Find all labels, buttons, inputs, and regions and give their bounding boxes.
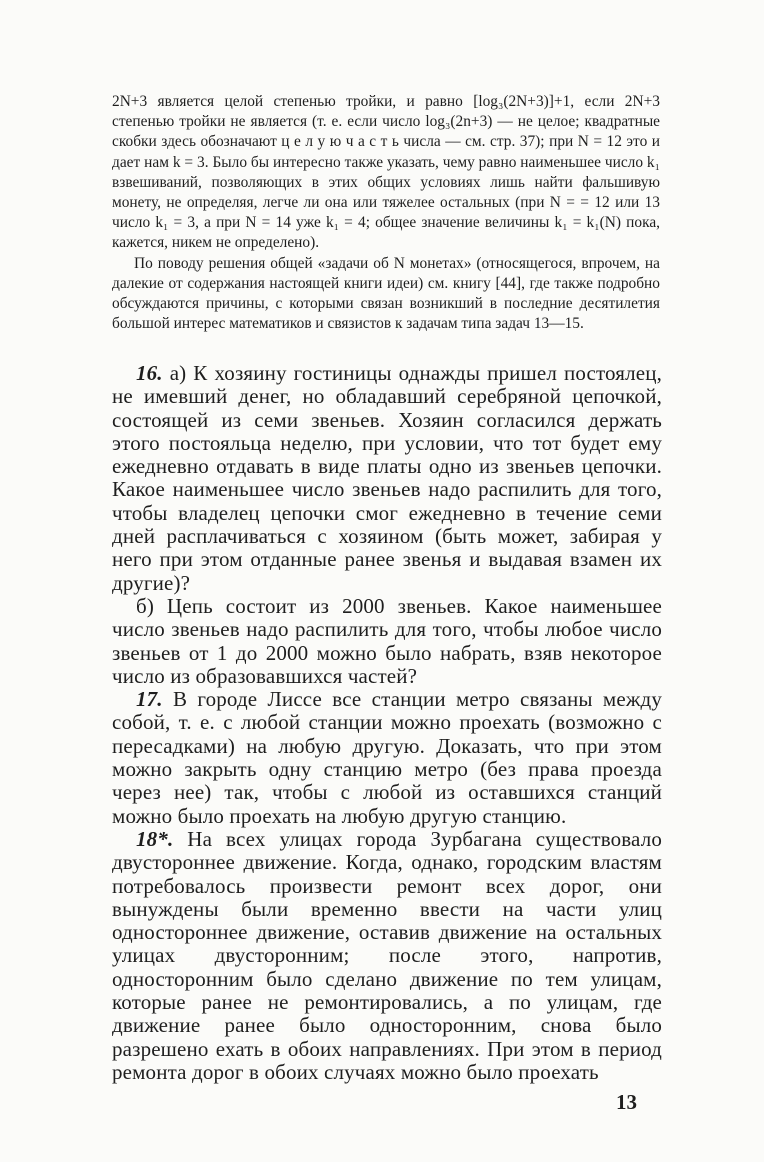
footnote-paragraph: 2N+3 является целой степенью тройки, и равно [log₃(2N+3)]+1, если 2N+3 степенью тройки не является (т. е. если число log₃(2n+3) — не целое; квадратные скобки здесь обозначают ц е л у ю ч а с т ь числа — см. стр. 37); при N = 12 это и дает нам k = 3. Было бы интересно также указать, чему равно наименьшее число k₁ взвешиваний, позволяющих в этих общих условиях лишь найти фальшивую монету, не определяя, легче ли она или тяжелее остальных (при N = = 12 или 13 число k₁ = 3, а при N = 14 уже k₁ = 4; общее значение величины k₁ = k₁(N) пока, кажется, никем не определено). — [112, 93, 660, 252]
problem-number: 16. — [136, 361, 163, 385]
problem-18 — [112, 828, 662, 1084]
problem-text: В городе Лиссе все станции метро связаны между собой, т. е. с любой станции можно проехать (возможно с пересадками) на любую другую. Доказать, что при этом можно закрыть одну станцию метро (без права проезда через нее) так, чтобы с любой из оставшихся станций можно было проехать на любую другую станцию. — [112, 687, 662, 828]
footnote-paragraph: По поводу решения общей «задачи об N монетах» (относящегося, впрочем, на далекие от содержания настоящей книги идеи) см. книгу [44], где также подробно обсуждаются причины, с которыми связан возникший в последние десятилетия большой интерес математиков и связистов к задачам типа задач 13—15. — [112, 254, 660, 333]
problem-17 — [112, 688, 662, 828]
problems-block — [112, 362, 662, 1084]
problem-text: а) К хозяину гостиницы однажды пришел постоялец, не имевший денег, но обладавший серебряной цепочкой, состоящей из семи звеньев. Хозяин согласился держать этого постояльца неделю, при условии, что тот будет ему ежедневно отдавать в виде платы одно из звеньев цепочки. Какое наименьшее число звеньев надо распилить для того, чтобы владелец цепочки смог ежедневно в течение семи дней расплачиваться с хозяином (быть может, забирая у него при этом отданные ранее звенья и выдавая взамен их другие)? — [112, 361, 662, 595]
problem-16a — [112, 362, 662, 595]
problem-text: На всех улицах города Зурбагана существовало двустороннее движение. Когда, однако, городским властям потребовалось произвести ремонт всех дорог, они вынуждены были временно ввести на части улиц одностороннее движение, оставив движение на остальных улицах двусторонним; после этого, напротив, односторонним было сделано движение по тем улицам, которые ранее не ремонтировались, а по улицам, где движение ранее было односторонним, снова было разрешено ехать в обоих направлениях. При этом в период ремонта дорог в обоих случаях можно было проехать — [112, 826, 662, 1084]
problem-number: 18*. — [136, 826, 174, 851]
footnote-block — [112, 92, 660, 334]
problem-number: 17. — [136, 687, 163, 712]
page-number: 13 — [616, 1090, 637, 1114]
problem-16b — [112, 595, 662, 688]
problem-text: б) Цепь состоит из 2000 звеньев. Какое наименьшее число звеньев надо распилить для того, чтобы любое число звеньев от 1 до 2000 можно было набрать, взяв некоторое число из образовавшихся частей? — [112, 593, 662, 688]
